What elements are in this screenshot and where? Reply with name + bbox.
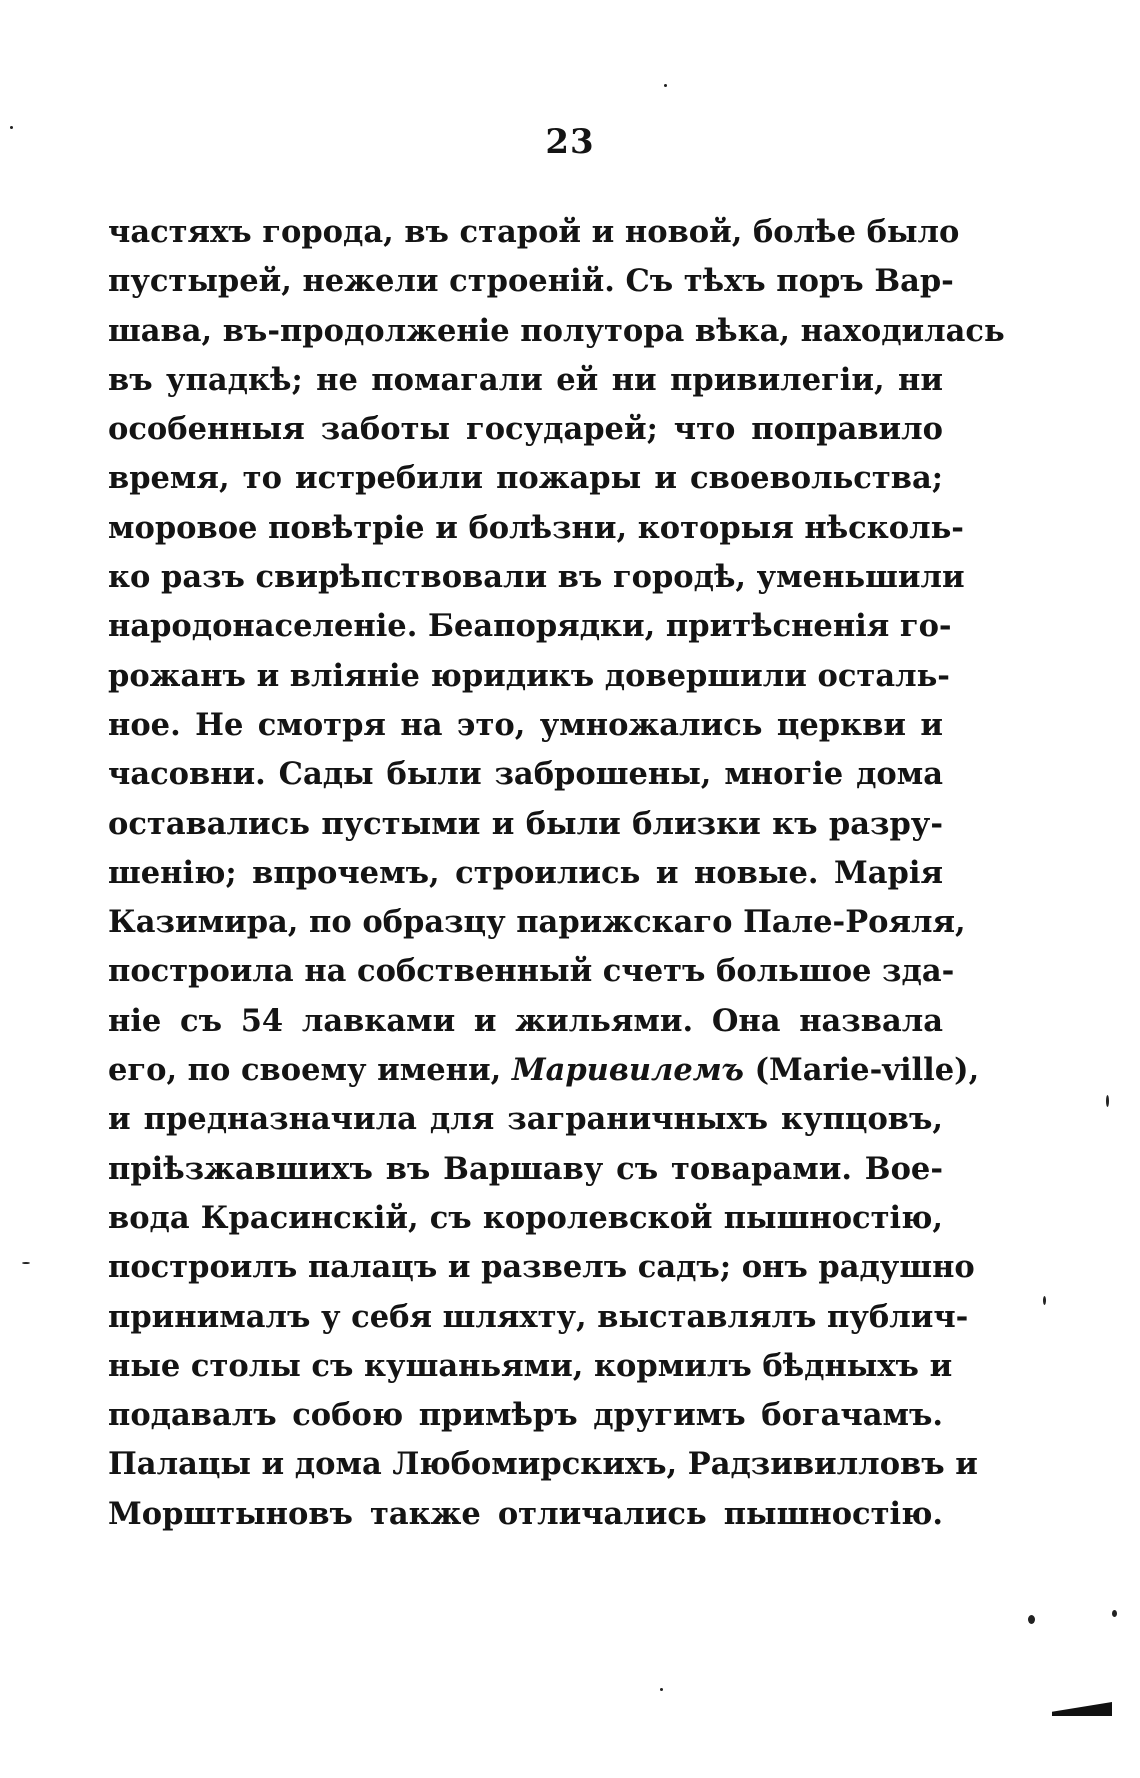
text-line-with-italic [108, 1046, 980, 1095]
text-line: и предназначила для заграничныхъ купцовъ, [108, 1101, 943, 1138]
text-line: пріѣзжавшихъ въ Варшаву съ товарами. Вое- [108, 1150, 943, 1187]
text-line: рожанъ и вліяніе юридикъ довершили осталь- [108, 657, 950, 694]
scan-speck [22, 1262, 30, 1264]
text-line: шава, въ-продолженіе полутора вѣка, находилась [108, 312, 1005, 349]
scan-edge-mark [1052, 1702, 1112, 1716]
text-line: часовни. Сады были заброшены, многіе дома [108, 756, 943, 793]
text-line: пустырей, нежели строеній. Съ тѣхъ поръ Вар- [108, 263, 954, 300]
text-line: вода Красинскій, съ королевской пышностію, [108, 1199, 943, 1236]
text-line: построила на собственный счетъ большое зда- [108, 953, 955, 990]
text-line: въ упадкѣ; не помагали ей ни привилегіи, ни [108, 361, 943, 398]
text-span: (Marie-ville), [743, 1052, 980, 1089]
text-line: построилъ палацъ и развелъ садъ; онъ радушно [108, 1249, 975, 1286]
italic-name-span: Маривилемъ [511, 1052, 744, 1089]
text-line: оставались пустыми и были близки къ разру- [108, 805, 943, 842]
scan-speck [1028, 1615, 1035, 1624]
scan-speck [664, 84, 667, 87]
text-line: народонаселеніе. Беапорядки, притѣсненія го- [108, 608, 952, 645]
text-line: ное. Не смотря на это, умножались церкви и [108, 706, 943, 743]
text-line: Казимира, по образцу парижскаго Пале-Рояля, [108, 904, 966, 941]
body-text [108, 208, 1005, 1539]
text-line: частяхъ города, въ старой и новой, болѣе было [108, 214, 960, 250]
page-number: 23 [545, 122, 595, 162]
text-line: подавалъ собою примѣръ другимъ богачамъ. [108, 1397, 943, 1434]
text-line: ко разъ свирѣпствовали въ городѣ, уменьшили [108, 559, 965, 596]
scan-speck [660, 1688, 663, 1691]
text-line: ные столы съ кушаньями, кормилъ бѣдныхъ и [108, 1347, 953, 1384]
text-line: шенію; впрочемъ, строились и новые. Марія [108, 854, 943, 891]
text-line: моровое повѣтріе и болѣзни, которыя нѣсколь- [108, 509, 964, 546]
text-line: ніе съ 54 лавками и жильями. Она назвала [108, 1002, 943, 1039]
text-line: время, то истребили пожары и своевольства; [108, 460, 943, 497]
scan-speck [1112, 1610, 1117, 1617]
scan-speck [1043, 1296, 1046, 1305]
text-span: его, по своему имени, [108, 1052, 512, 1089]
text-line: особенныя заботы государей; что поправило [108, 411, 943, 448]
text-line: Палацы и дома Любомирскихъ, Радзивилловъ и [108, 1446, 978, 1483]
scan-speck [1106, 1095, 1109, 1107]
text-line: принималъ у себя шляхту, выставлялъ публич- [108, 1298, 969, 1335]
text-line: Морштыновъ также отличались пышностію. [108, 1495, 943, 1532]
scan-speck [10, 126, 13, 129]
